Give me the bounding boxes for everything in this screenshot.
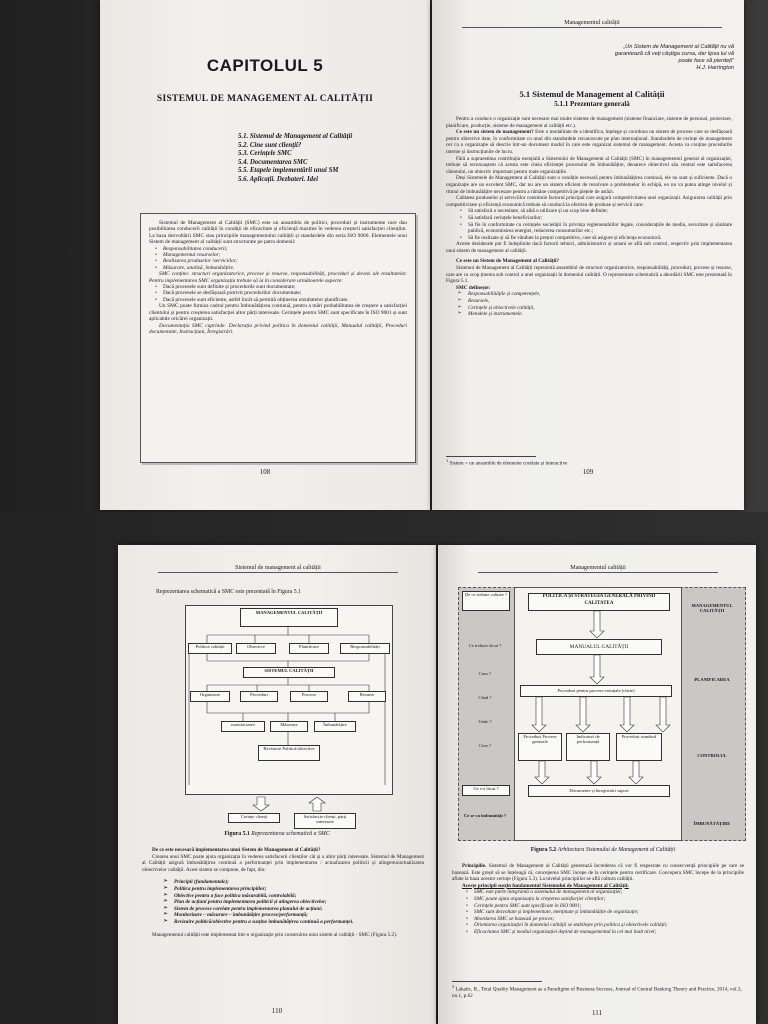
fig-mgmt-box: MANAGEMENTUL CALITĂȚII: [240, 608, 338, 627]
fig-box: Procese: [290, 691, 328, 702]
subsection-title: 5.1.1 Prezentare generală: [554, 100, 630, 108]
footnote-rule: [452, 981, 542, 982]
running-head: Sistemul de management al calității: [158, 565, 398, 573]
page-number: 110: [271, 1007, 283, 1015]
box-end-text-2: Documentația SMC cuprinde: Declarația privind politica în domeniul calității, Manualul calității, Proceduri documentate, Instrucțiuni, Înregistrări.: [149, 322, 407, 335]
box-intro-text: Sistemul de Management al Calității (SMC) este un ansamblu de politici, proceduri și instrumente care dau posibilitatea conducerii calității în condiții de eficacitate și eficiență maxime în vederea creșterii satisfacției clienților. La baza dezvoltării SMC stau principiile managementului calității și standardele din seria ISO 9000. Elementele unui Sistem de management al calității sunt structurate pe patru domenii:: [149, 220, 407, 246]
fig-box: Resurse: [348, 691, 386, 702]
footnote-rule: [446, 456, 536, 457]
box-end-text-1: Un SMC poate furniza cadrul pentru îmbunătățirea continuă, pentru a mări probabilitatea de creștere a satisfacției clientului și pentru creșterea satisfacției altor părți interesate. Cerințele pentru SMC sunt specificate în ISO 9001 și sunt aplicabile oricărei organizații.: [149, 303, 407, 323]
chapter-title: CAPITOLUL 5: [206, 56, 324, 75]
list-item: • Să satisfacă cerințele beneficiarilor;: [468, 215, 732, 222]
list-item: ➢ Sistem de procese corelate pentru implementarea planului de acțiuni;: [174, 906, 424, 913]
list-item: • Să satisfacă o necesitate, să aibă o utilizare și un scop bine definite;: [468, 208, 732, 215]
footnote: $^3$ Lakatic, R., Total Quality Management as a Paradigme of Business Success, Journal of Central Banking Theory and Practice, 2014, vol.3, no.1, p.62: [452, 984, 742, 1000]
paragraph: Deși Sistemele de Management al Calității sunt o condiție necesară pentru îmbunătățirea continuă, ele nu sunt și suficiente. Dacă o organizație are un excelent SMC, dar nu are un sistem eficient de rezolvare a problemelor în echipă, eo nu va putea atinge nivelul și ritmul de îmbunătățire necesare pentru a rămâne competitivă pe piețele de astăzi.: [446, 175, 732, 195]
fig-side-label: ÎMBUNĂTĂȚIRE: [693, 821, 731, 826]
fig-question: Cine ?: [479, 743, 491, 748]
fig-question-column: [458, 587, 516, 841]
table-of-contents: [238, 133, 418, 185]
epigraph-author: H.J. Harrington: [696, 65, 734, 71]
list-item: • Realizarea produselor /serviciilor;: [163, 258, 407, 264]
figure-caption: Figura 5.2 Arhitectura Sistemului de Management al Calității: [530, 847, 676, 853]
chapter-subtitle: SISTEMUL DE MANAGEMENT AL CALITĂȚII: [156, 94, 374, 104]
section-title: 5.1 Sistemul de Management al Calității: [519, 89, 665, 99]
paragraph: Ce este un sistem de management? Este o modalitate de a identifica, înțelege și coordona un sistem de procese care se desfășoară pentru obiective date, în conformitate cu unul din standardele recunoscute pe plan internațional. Standardele de cerințe de management cer ca o organizație să descrie într-un document modul în care este organizat sistemul de management. Acesta va conține procedurile interne și instrucțiunile de lucru.: [446, 129, 733, 155]
toc-item[interactable]: 5.4. Documentarea SMC: [238, 158, 308, 166]
toc-item[interactable]: 5.3. Cerințele SMC: [238, 150, 292, 158]
fig-question: Ce s-a făcut ?: [462, 785, 510, 796]
fig-bottom-box: Proceduri Procese generale: [518, 733, 562, 761]
fig-question: Ce trebuie făcut ?: [468, 643, 502, 648]
figure-5-2-arrows: [514, 587, 680, 839]
page-109: [432, 0, 744, 510]
list-item: ➢ Resursele,: [468, 298, 732, 305]
body-text: [142, 847, 424, 938]
fig-bottom-box: Indicatori de performanță: [566, 733, 610, 761]
fig-box: Obiective: [236, 643, 276, 654]
fig-box: Organizare: [190, 691, 230, 702]
figure-intro: Reprezentarea schematică a SMC este prezentată în Figura 5.1: [156, 589, 302, 595]
fig-side-column: [680, 587, 746, 841]
fig-proc-box: Proceduri pentru procese esențiale (cheie): [520, 685, 672, 697]
list-item: • Responsabilitatea conducerii;: [163, 246, 407, 252]
paragraph: Aceste deziderate pot fi îndeplinite dacă factorii tehnici, administrativi și umani se află sub control, respectiv prin implementarea unui sistem de management al calității.: [446, 241, 732, 254]
paragraph: Calitatea produselor și serviciilor constituie factorul principal care asigură competitivitatea unei organizații. Asigurarea calității prin competitivitate și eficiență economică trebuie să conducă la oferirea de produse și servicii care:: [446, 195, 732, 208]
fig-side-label: MANAGEMENTUL CALITĂȚII: [691, 603, 733, 614]
paragraph: Pentru a conduce o organizație sunt necesare mai multe sisteme de management (sisteme financiare, sisteme de personal, proiectare, planificare, producție, sisteme de management al calității etc.).: [446, 116, 732, 129]
list-item: ➢ Metodele și instrumentele.: [468, 311, 732, 318]
fig-question: De ce trebuie calitate ?: [462, 591, 510, 611]
principles-title: Acesțe principii susțin fundamentul Sistemului de Management al Calității:: [462, 882, 629, 889]
running-head: Managementul calității: [478, 565, 718, 573]
question: De ce este necesară implementarea unui Sistem de Management al Calității?: [152, 847, 321, 853]
fig-question: Cum ?: [478, 671, 492, 676]
fig-question: Când ?: [478, 695, 492, 700]
question: Ce este un Sistem de Management al Calității?: [456, 258, 560, 265]
list-item: • Să fie în conformitate cu cerințele societății în privința reglementărilor legale, considerațiile de mediu, securitate și sănătate publică, economisirea energiei, reducerea consumurilor etc.;: [468, 222, 732, 235]
paragraph: Principiile. Sistemul de Management al Calității generează încrederea că vor fi respectate cu consecvență principiile pe care se bazează. Este greșit să se înțeleagă că, conceperea SMC începe de la cerințele pentru certificare. Concepera SMC începe de la principiile aflate la baza acestor cerințe (Figura 5.3). La nivelul principiilor se află cultura calității.: [452, 863, 745, 883]
page-number: 108: [259, 468, 271, 476]
list-item: • Abordarea SMC se bazează pe proces;: [474, 916, 744, 923]
footnote: $^1$ Sistem = un ansamblu de elemente corelate și interactive: [446, 458, 568, 467]
toc-item[interactable]: 5.5. Etapele implementării unui SM: [238, 167, 339, 175]
list-item: • Măsurare, analiză, îmbunătățire.: [163, 265, 407, 271]
list-item: • Cerințele pentru SMC sunt specificate în ISO 9001;: [474, 903, 744, 910]
fig-box: Responsabilități: [340, 643, 390, 654]
list-item: ➢ Monitorizare – măsurare – îmbunătățire procese/performanță;: [174, 912, 424, 919]
list-item: ➢ Plan de acțiuni pentru implementarea politicii și atingerea obiectivelor;: [174, 899, 424, 906]
fig-box: Proceduri: [240, 691, 278, 702]
fig-manual-box: MANUALUL CALITĂȚII: [536, 639, 662, 655]
list-item: • SMC poate ajuta organizația la creșterea satisfacției clienților;: [474, 896, 744, 903]
page-number: 109: [582, 468, 594, 476]
list-item: • Dacă procesele sunt definite și procedurile sunt documentate;: [163, 284, 407, 290]
figure-caption: Figura 5.1 Reprezentarea schematică a SMC: [224, 831, 330, 837]
toc-item[interactable]: 5.1. Sistemul de Management al Calității: [238, 133, 353, 140]
paragraph: Fără a supraestima contribuția esențială a Sistemului de Management al Calității (SMC) în managementul general al organizației, trebuie să recunoaștem că acesta este cheia eficienței procesului de îmbunătățire, deoarece obiectivul său central este satisfacerea clientului, un obiectiv important pentru toate organizațiile.: [446, 155, 732, 175]
fig-question: Unde ?: [478, 719, 492, 724]
list-item: ➢ Politica pentru implementarea principiilor;: [174, 886, 424, 893]
list-item: ➢ Cerințele și obiectivele calității,: [468, 305, 732, 312]
paragraph: Crearea unui SMC poate ajuta organizația în vederea satisfacerii clienților cât și a altor părți interesate. Sistemul de Management al Calității asigură îmbunătățirea continuă a performanței prin implementarea / actualizarea politicii și atingerea/actualizarea obiectivelor calității. Acest sistem se compune, de fapt, din:: [142, 853, 424, 873]
fig-policy-box: POLITICA ȘI STRATEGIA GENERALĂ PRIVIND CALITATEA: [528, 593, 670, 611]
page-110: [118, 545, 436, 1024]
fig-side-label: CONTROLUL: [697, 753, 727, 758]
body-text: [452, 863, 744, 936]
paragraph: Managementul calității este implementat într-o organizație prin construirea unui sistem al calității - SMC (Figura 5.2).: [152, 931, 398, 938]
fig-box: Îmbunătățire: [314, 721, 356, 732]
list-item: ➢ Revizuire politică/obiective pentru a susține îmbunătățirea continuă a performanței.: [174, 919, 424, 926]
toc-item[interactable]: 5.6. Aplicații. Dezbateri. Idei: [238, 175, 318, 183]
epigraph-text: „Un Sistem de Management al Calității nu vă garantează că veți câștiga cursa, dar lipsa lui vă poate face să pierdeți": [614, 44, 734, 64]
paragraph: Sistemul de Management al Calității reprezintă ansamblul de structuri organizatorice, responsabilități, proceduri, procese și resurse, care are ca scop ținerea sub control a unei organizații în domeniul calității. O reprezentare schematică a abordării SMC este prezentată în Figura 5.1.: [446, 265, 732, 285]
list-item: • Dacă procesele se desfășoară potrivit procedurilor documentate;: [163, 290, 407, 296]
fig-review-box: Revizuire Politică/obiective: [258, 745, 320, 761]
toc-item[interactable]: 5.2. Cine sunt clienții?: [238, 141, 302, 149]
list-item: • Dacă procesele sunt eficiente, astfel încât să permită obținerea rezultatelor planificate.: [163, 297, 407, 303]
list-item: • Managementul resurselor;: [163, 252, 407, 258]
fig-req-box: Cerințe clienți: [228, 813, 280, 823]
fig-bottom-box: Proceduri standard: [616, 733, 662, 761]
fig-box: monitorizare: [221, 721, 265, 732]
epigraph: [602, 44, 734, 72]
fig-box: Planificare: [289, 643, 329, 654]
fig-box: Politica calității: [188, 643, 232, 654]
fig-sat-box: Satisfacție clienți, părți interesate: [294, 813, 356, 829]
question: Ce este un sistem de management?: [456, 129, 534, 136]
list-item: • Orientarea organizației în domeniul calității se stabilește prin politica și obiectivele calității;: [474, 922, 744, 929]
list-item: ➢ Responsabilitățile și competențele,: [468, 291, 732, 298]
fig-side-label: PLANIFICAREA: [694, 677, 730, 682]
list-item: ➢ Principii (fundamentale);: [174, 879, 424, 886]
running-head: Managementul calității: [462, 20, 722, 28]
page-111: [438, 545, 756, 1024]
page-108: [100, 0, 430, 510]
fig-sys-box: SISTEMUL CALITĂȚII: [243, 667, 335, 678]
fig-docs-box: Documente și înregistrări suport: [528, 785, 670, 797]
list-item: ➢ Obiective pentru a face politica măsurabilă, controlabilă;: [174, 893, 424, 900]
list-item: • SMC este parte integrantă a sistemului de management al organizației;: [474, 889, 744, 896]
page-number: 111: [592, 1009, 602, 1017]
list-item: • SMC sunt dezvoltate și implementate, menținute și îmbunătățite de organizație;: [474, 909, 744, 916]
body-text: [446, 116, 732, 318]
list-item: • Eficacitatea SMC și mediul organizației depind de managementul la cel mai înalt nivel;: [474, 929, 744, 936]
box-mid-text: SMC conține: structuri organizatorice, procese și resurse, responsabilități, proceduri și dovezi ale rezultatelor. Pentru implementarea SMC organizația trebuie să ia în considerare următoarele aspecte:: [149, 271, 407, 284]
smc-def-title: SMC definește:: [456, 284, 491, 291]
fig-box: Măsurare: [270, 721, 308, 732]
intro-box: [140, 213, 416, 463]
list-item: • Să fie realizate și să fie vândute la prețuri competitive, care să asigure și eficiența economică.: [468, 235, 732, 242]
fig-question: Ce se va îmbunătăți ?: [463, 813, 507, 818]
